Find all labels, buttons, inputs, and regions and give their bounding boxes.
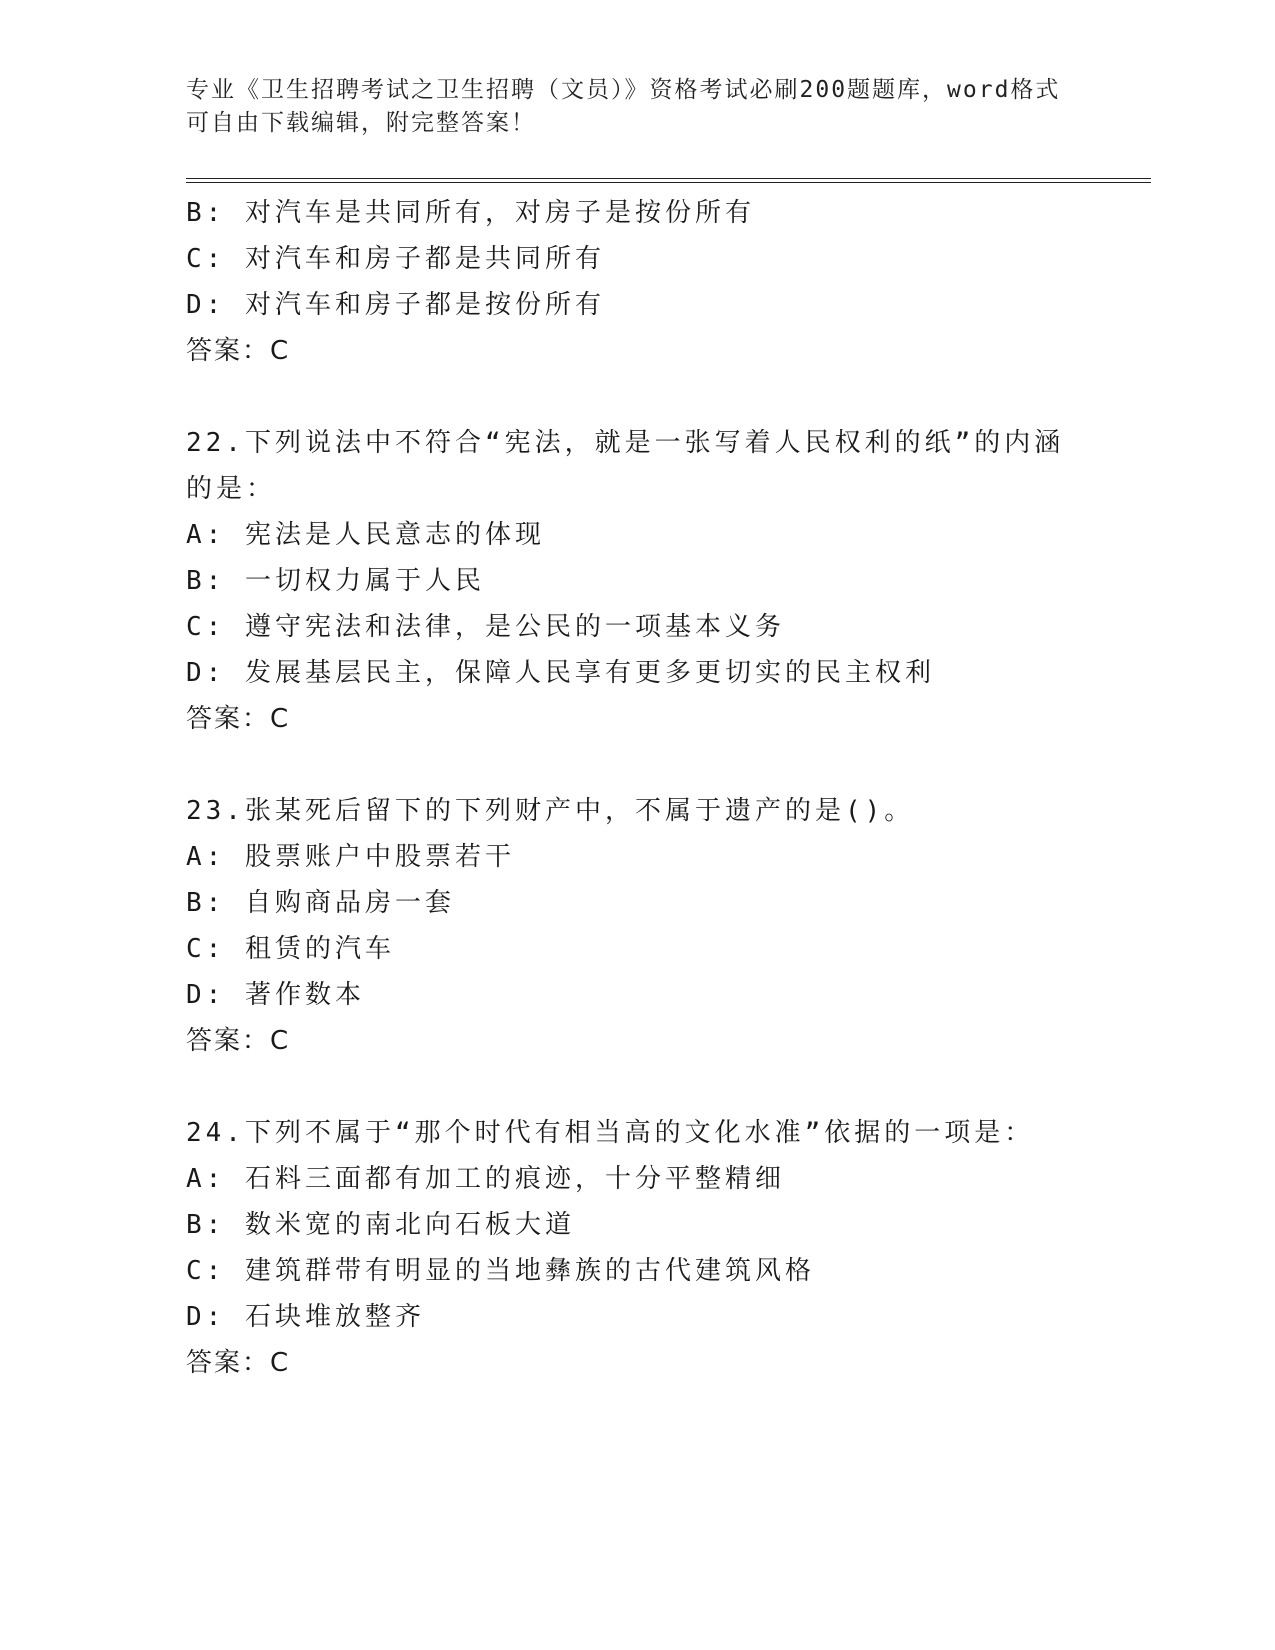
answer-line: 答案：C <box>186 704 291 734</box>
question-block-23 <box>186 788 1086 1064</box>
option-d: D: 对汽车和房子都是按份所有 <box>186 290 605 320</box>
option-a: A: 石料三面都有加工的痕迹，十分平整精细 <box>186 1164 785 1194</box>
question-stem: 23.张某死后留下的下列财产中，不属于遗产的是()。 <box>186 796 915 826</box>
option-a: A: 股票账户中股票若干 <box>186 842 515 872</box>
question-block-prev <box>186 190 1086 374</box>
option-d: D: 著作数本 <box>186 980 365 1010</box>
answer-line: 答案：C <box>186 336 291 366</box>
option-c: C: 建筑群带有明显的当地彝族的古代建筑风格 <box>186 1256 815 1286</box>
header-divider-top <box>186 178 1151 179</box>
option-d: D: 发展基层民主，保障人民享有更多更切实的民主权利 <box>186 658 935 688</box>
option-c: C: 遵守宪法和法律，是公民的一项基本义务 <box>186 612 785 642</box>
question-stem: 22.下列说法中不符合“宪法，就是一张写着人民权利的纸”的内涵的是： <box>186 428 1065 504</box>
option-b: B: 数米宽的南北向石板大道 <box>186 1210 575 1240</box>
answer-line: 答案：C <box>186 1348 291 1378</box>
option-c: C: 对汽车和房子都是共同所有 <box>186 244 605 274</box>
question-block-22 <box>186 420 1086 742</box>
option-b: B: 一切权力属于人民 <box>186 566 485 596</box>
header-line-2: 可自由下载编辑，附完整答案！ <box>186 110 536 136</box>
option-b: B: 对汽车是共同所有，对房子是按份所有 <box>186 198 755 228</box>
option-c: C: 租赁的汽车 <box>186 934 395 964</box>
document-header <box>186 74 1086 140</box>
option-d: D: 石块堆放整齐 <box>186 1302 425 1332</box>
document-body <box>186 190 1086 1432</box>
header-line-1: 专业《卫生招聘考试之卫生招聘（文员）》资格考试必刷200题题库，word格式 <box>186 77 1061 103</box>
answer-line: 答案：C <box>186 1026 291 1056</box>
header-divider-bottom <box>186 182 1151 183</box>
option-b: B: 自购商品房一套 <box>186 888 455 918</box>
question-stem: 24.下列不属于“那个时代有相当高的文化水准”依据的一项是： <box>186 1118 1035 1148</box>
option-a: A: 宪法是人民意志的体现 <box>186 520 545 550</box>
question-block-24 <box>186 1110 1086 1386</box>
